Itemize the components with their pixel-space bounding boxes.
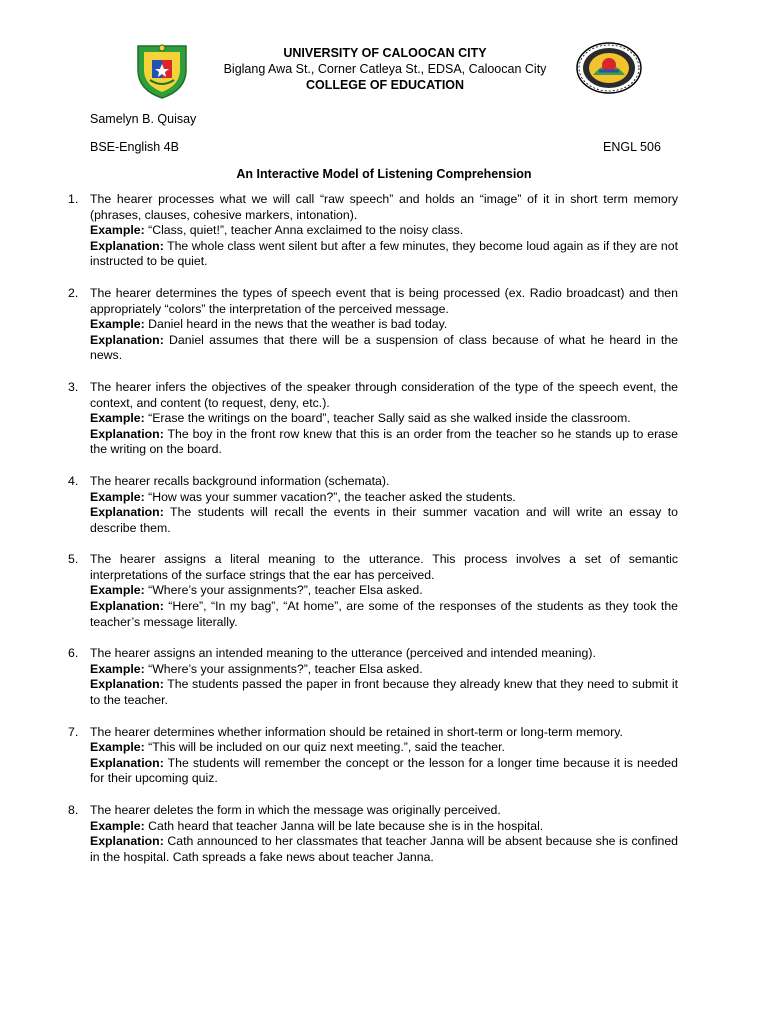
student-name: Samelyn B. Quisay xyxy=(90,112,197,126)
explanation-text: The students will remember the concept or the lesson for a longer time because it is needed for their upcoming quiz. xyxy=(90,755,678,786)
item-number: 4. xyxy=(68,473,79,488)
list-item xyxy=(68,725,678,787)
explanation-label: Explanation: xyxy=(90,238,164,253)
item-statement: The hearer recalls background information (schemata). xyxy=(90,473,390,488)
item-number: 3. xyxy=(68,379,79,394)
item-statement: The hearer assigns an intended meaning to the utterance (perceived and intended meaning). xyxy=(90,646,596,661)
university-seal-logo xyxy=(130,40,194,100)
item-example xyxy=(90,819,678,835)
steps-list xyxy=(68,192,678,881)
list-item xyxy=(68,192,678,270)
list-item xyxy=(68,552,678,630)
explanation-label: Explanation: xyxy=(90,677,164,692)
example-label: Example: xyxy=(90,223,145,238)
explanation-label: Explanation: xyxy=(90,332,164,347)
explanation-text: The students will recall the events in their summer vacation and will write an essay to describe them. xyxy=(90,505,678,535)
student-section: BSE-English 4B xyxy=(90,140,179,154)
list-item xyxy=(68,803,678,865)
list-item xyxy=(68,474,678,536)
letterhead xyxy=(200,45,570,93)
explanation-text: Daniel assumes that there will be a suspension of class because of what he heard in the news. xyxy=(90,332,678,363)
example-text: Daniel heard in the news that the weather is bad today. xyxy=(144,317,448,332)
item-explanation xyxy=(90,599,678,630)
explanation-label: Explanation: xyxy=(90,505,164,520)
item-example xyxy=(90,223,678,239)
example-text: “Erase the writings on the board”, teacher Sally said as she walked inside the classroom. xyxy=(144,411,631,426)
item-example xyxy=(90,740,678,756)
explanation-text: The students passed the paper in front because they already knew that they need to submit it to the teacher. xyxy=(90,677,678,708)
item-statement: The hearer processes what we will call “raw speech” and holds an “image” of it in short term memory (phrases, clauses, cohesive markers, intonation). xyxy=(90,192,678,222)
item-statement: The hearer assigns a literal meaning to the utterance. This process involves a set of semantic interpretations of the surface strings that the ear has perceived. xyxy=(90,552,678,582)
example-text: “Where’s your assignments?”, teacher Elsa asked. xyxy=(144,583,423,598)
item-statement: The hearer deletes the form in which the message was originally perceived. xyxy=(90,803,501,817)
example-label: Example: xyxy=(90,489,145,504)
item-number: 7. xyxy=(68,724,79,739)
course-code: ENGL 506 xyxy=(603,140,661,154)
explanation-text: Cath announced to her classmates that teacher Janna will be absent because she is confined in the hospital. Cath spreads a fake news about teacher Janna. xyxy=(90,834,678,864)
list-item xyxy=(68,286,678,364)
item-number: 1. xyxy=(68,192,79,206)
explanation-label: Explanation: xyxy=(90,599,164,614)
example-text: “How was your summer vacation?”, the teacher asked the students. xyxy=(144,489,516,504)
item-explanation xyxy=(90,333,678,364)
example-label: Example: xyxy=(90,740,145,755)
explanation-label: Explanation: xyxy=(90,426,164,441)
example-label: Example: xyxy=(90,661,145,676)
item-explanation xyxy=(90,505,678,536)
example-label: Example: xyxy=(90,317,145,332)
example-text: “Where’s your assignments?”, teacher Elsa asked. xyxy=(144,661,423,676)
item-explanation xyxy=(90,677,678,708)
item-example xyxy=(90,490,678,506)
example-label: Example: xyxy=(90,818,145,833)
item-explanation xyxy=(90,427,678,458)
explanation-text: The whole class went silent but after a few minutes, they become loud again as if they are not instructed to be quiet. xyxy=(90,238,678,269)
college-name: COLLEGE OF EDUCATION xyxy=(305,78,465,92)
item-example xyxy=(90,662,678,678)
explanation-text: The boy in the front row knew that this is an order from the teacher so he stands up to erase the writing on the board. xyxy=(90,426,678,457)
item-statement: The hearer infers the objectives of the speaker through consideration of the type of the speech event, the context, and content (to request, deny, etc.). xyxy=(90,379,678,410)
list-item xyxy=(68,646,678,708)
example-text: “Class, quiet!”, teacher Anna exclaimed to the noisy class. xyxy=(144,223,464,238)
document-title: An Interactive Model of Listening Comprehension xyxy=(236,167,532,181)
item-statement: The hearer determines the types of speech event that is being processed (ex. Radio broadcast) and then appropriately “colors” the interpretation of the perceived message. xyxy=(90,285,678,316)
example-label: Example: xyxy=(90,583,145,598)
example-text: “This will be included on our quiz next meeting.”, said the teacher. xyxy=(144,740,505,755)
item-number: 6. xyxy=(68,646,79,661)
item-example xyxy=(90,411,678,427)
list-item xyxy=(68,380,678,458)
item-number: 2. xyxy=(68,285,79,300)
explanation-label: Explanation: xyxy=(90,755,164,770)
item-example xyxy=(90,317,678,333)
item-statement: The hearer determines whether information should be retained in short-term or long-term memory. xyxy=(90,724,623,739)
university-address: Biglang Awa St., Corner Catleya St., EDSA, Caloocan City xyxy=(223,62,547,76)
example-label: Example: xyxy=(90,411,145,426)
item-example xyxy=(90,583,678,599)
item-number: 5. xyxy=(68,552,79,567)
explanation-text: “Here”, “In my bag”, “At home”, are some of the responses of the students as they took the teacher’s message literally. xyxy=(90,599,678,629)
explanation-label: Explanation: xyxy=(90,834,164,849)
example-text: Cath heard that teacher Janna will be late because she is in the hospital. xyxy=(144,818,544,833)
item-explanation xyxy=(90,239,678,270)
university-name: UNIVERSITY OF CALOOCAN CITY xyxy=(283,46,487,60)
college-seal-logo xyxy=(575,41,643,95)
item-explanation xyxy=(90,756,678,787)
item-number: 8. xyxy=(68,803,79,817)
item-explanation xyxy=(90,834,678,865)
